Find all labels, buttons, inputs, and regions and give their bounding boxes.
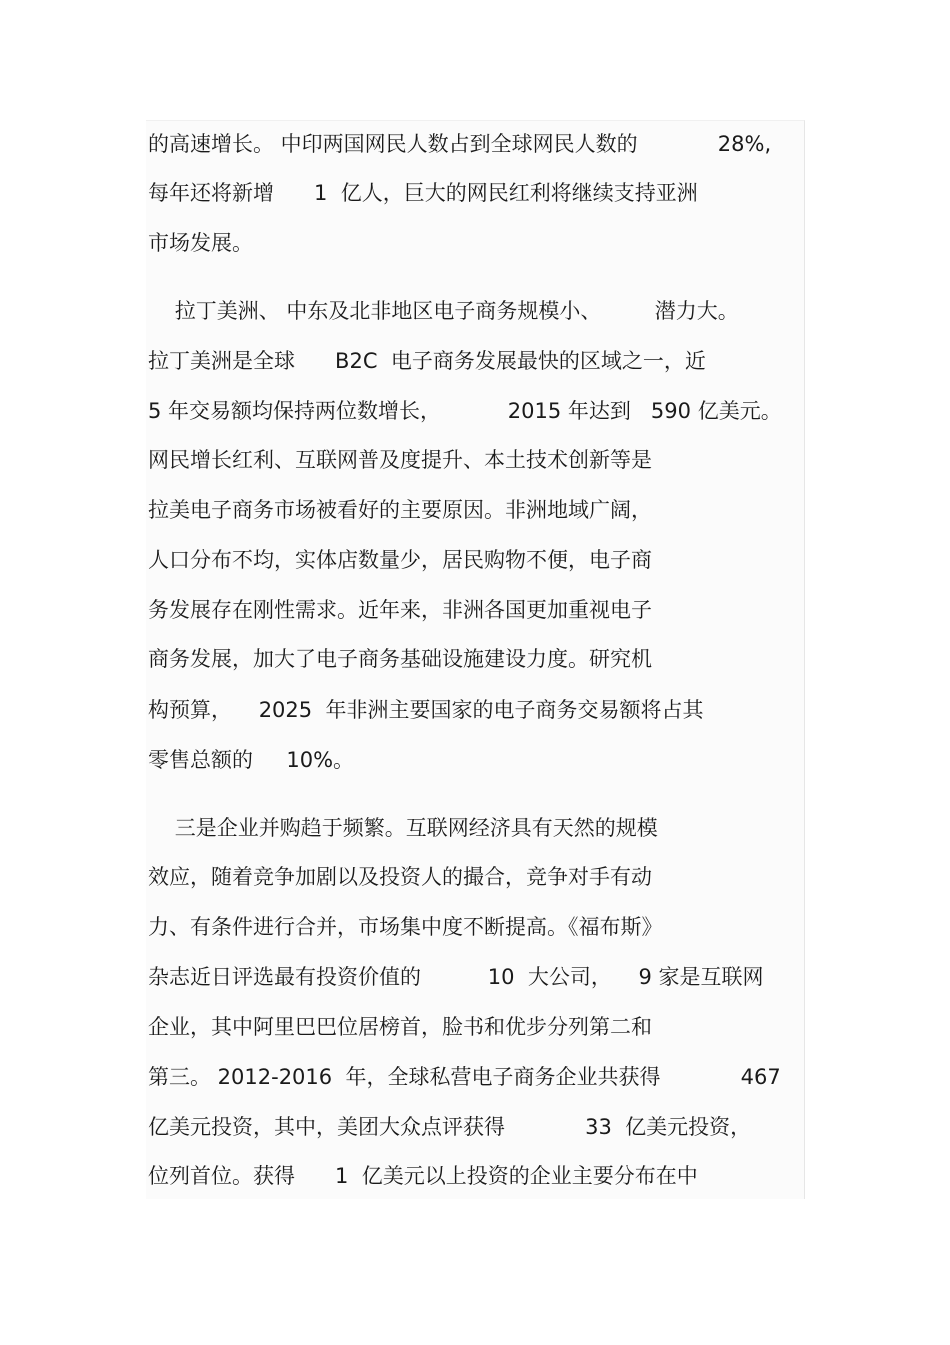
text-line: 商务发展，加大了电子商务基础设施建设力度。研究机 [148, 647, 652, 671]
text-line: 5 年交易额均保持两位数增长， 2015 年达到 590 亿美元。 [148, 399, 782, 423]
text-line: 企业，其中阿里巴巴位居榜首，脸书和优步分列第二和 [148, 1015, 652, 1039]
text-line: 拉丁美洲是全球 B2C 电子商务发展最快的区域之一，近 [148, 349, 706, 373]
text-line: 拉丁美洲、 中东及北非地区电子商务规模小、 潜力大。 [148, 299, 739, 323]
text-line: 效应，随着竞争加剧以及投资人的撮合，竞争对手有动 [148, 865, 652, 889]
text-line: 第三。 2012-2016 年，全球私营电子商务企业共获得 467 [148, 1065, 781, 1089]
text-line: 位列首位。获得 1 亿美元以上投资的企业主要分布在中 [148, 1164, 698, 1188]
text-line: 网民增长红利、互联网普及度提升、本土技术创新等是 [148, 448, 652, 472]
text-line: 每年还将新增 1 亿人，巨大的网民红利将继续支持亚洲 [148, 181, 698, 205]
text-line: 三是企业并购趋于频繁。互联网经济具有天然的规模 [148, 816, 658, 840]
text-line: 拉美电子商务市场被看好的主要原因。非洲地域广阔， [148, 498, 652, 522]
text-line: 的高速增长。 中印两国网民人数占到全球网民人数的 28%, [148, 132, 772, 156]
text-line: 力、有条件进行合并，市场集中度不断提高。《福布斯》 [148, 915, 663, 939]
text-line: 人口分布不均，实体店数量少，居民购物不便，电子商 [148, 548, 652, 572]
text-line: 杂志近日评选最有投资价值的 10 大公司， 9 家是互联网 [148, 965, 764, 989]
text-line: 构预算， 2025 年非洲主要国家的电子商务交易额将占其 [148, 698, 704, 722]
text-line: 市场发展。 [148, 231, 253, 255]
text-line: 零售总额的 10%。 [148, 748, 355, 772]
text-line: 务发展存在刚性需求。近年来，非洲各国更加重视电子 [148, 598, 652, 622]
text-line: 亿美元投资，其中，美团大众点评获得 33 亿美元投资， [148, 1115, 752, 1139]
